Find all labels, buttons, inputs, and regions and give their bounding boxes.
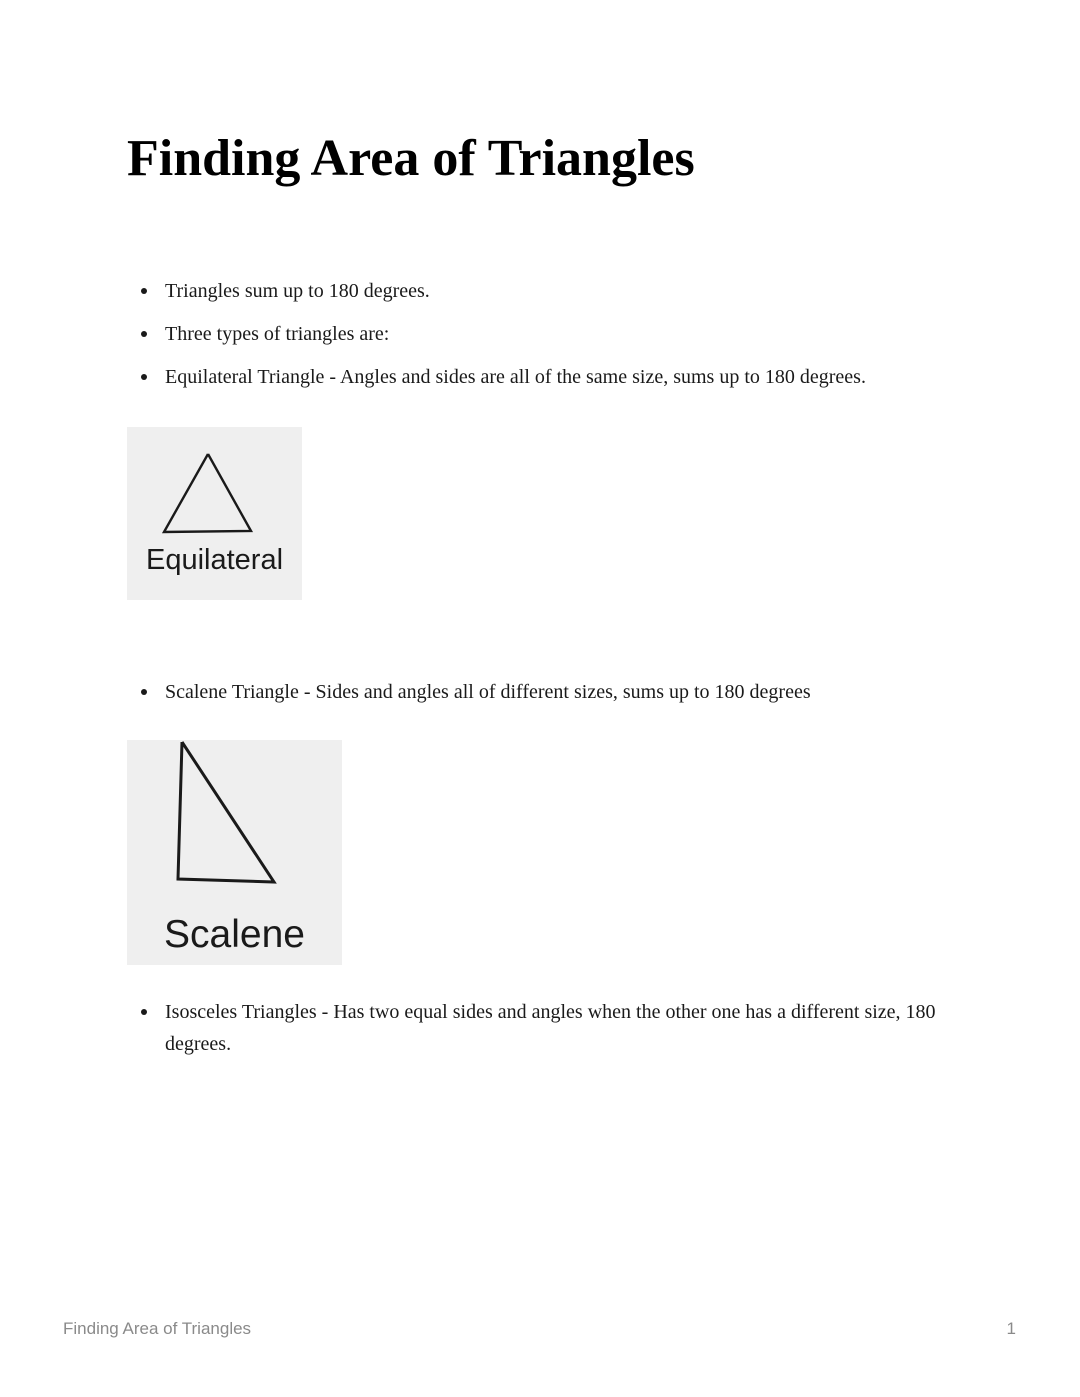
bullet-text: Triangles sum up to 180 degrees. xyxy=(165,280,430,302)
page-title: Finding Area of Triangles xyxy=(127,130,695,187)
bullet-item-types xyxy=(127,318,967,350)
scalene-figure-label: Scalene xyxy=(164,913,305,956)
scalene-bullet-list xyxy=(127,676,967,708)
bullet-dot-icon xyxy=(141,288,147,294)
bullet-dot-icon xyxy=(141,331,147,337)
bullet-item-scalene xyxy=(127,676,967,708)
footer-page-number: 1 xyxy=(1006,1319,1016,1338)
bullet-dot-icon xyxy=(141,1009,147,1015)
isosceles-bullet-list xyxy=(127,996,967,1060)
equilateral-figure xyxy=(127,427,302,600)
bullet-item-isosceles xyxy=(127,996,967,1060)
bullet-text: Three types of triangles are: xyxy=(165,323,390,345)
scalene-figure xyxy=(127,740,342,965)
bullet-item-equilateral xyxy=(127,361,967,393)
equilateral-figure-label: Equilateral xyxy=(145,544,284,576)
bullet-item-angle-sum xyxy=(127,275,967,307)
bullet-dot-icon xyxy=(141,374,147,380)
footer-title: Finding Area of Triangles xyxy=(63,1319,252,1338)
bullet-text: Isosceles Triangles - Has two equal sides and angles when the other one has a different size, 180 degrees. xyxy=(165,1001,936,1055)
intro-bullet-list xyxy=(127,275,967,404)
bullet-text: Equilateral Triangle - Angles and sides are all of the same size, sums up to 180 degrees. xyxy=(165,366,866,388)
bullet-dot-icon xyxy=(141,689,147,695)
bullet-text: Scalene Triangle - Sides and angles all of different sizes, sums up to 180 degrees xyxy=(165,681,811,703)
